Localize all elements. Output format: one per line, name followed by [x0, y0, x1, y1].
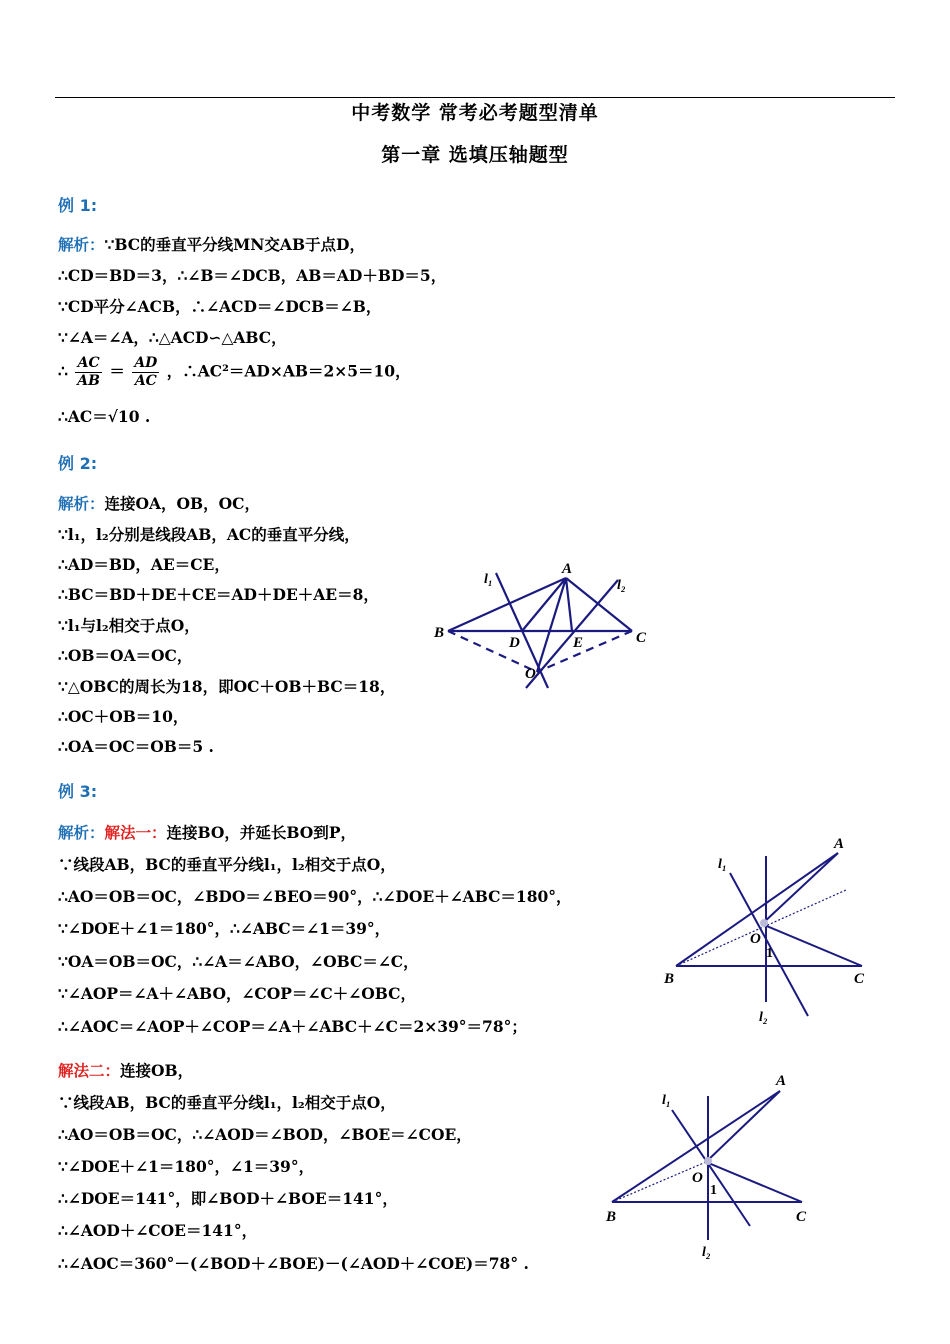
- ex2-line-4: ∴BC＝BD＋DE＋CE＝AD＋DE＋AE＝8，: [58, 585, 379, 604]
- label-E: E: [573, 635, 584, 651]
- analysis-label: 解析：: [58, 236, 105, 254]
- chapter-title: 第一章 选填压轴题型: [381, 144, 569, 166]
- ex3-m2-line-5: ∴∠AOD＋∠COE＝141°，: [58, 1221, 258, 1240]
- label-l2: l₂: [702, 1245, 711, 1260]
- label-l1: l₁: [662, 1093, 671, 1108]
- fraction-ac-ab: [75, 355, 102, 390]
- triangle-figure-method-1: [655, 830, 865, 1028]
- ex2-line-3: ∴AD＝BD，AE＝CE，: [58, 555, 230, 574]
- ex1-text-5: ，∴AC²＝AD×AB＝2×5＝10，: [166, 361, 411, 381]
- label-C: C: [854, 971, 865, 987]
- method-2-label: 解法二：: [58, 1062, 121, 1080]
- example-1-label: 例 1:: [58, 196, 98, 215]
- frac1-numerator: AC: [75, 355, 102, 373]
- method-1-label: 解法一：: [104, 824, 167, 842]
- ex1-equals: ＝: [109, 361, 125, 381]
- ex2-text-1: 连接OA，OB，OC，: [104, 494, 260, 513]
- frac2-denominator: AC: [134, 373, 157, 389]
- ex3-m2-line-3: ∵∠DOE＋∠1＝180°，∠1＝39°，: [58, 1157, 315, 1176]
- triangle-figure-method-2: [600, 1068, 810, 1264]
- ex1-line-1: [58, 233, 365, 255]
- label-O: O: [750, 931, 761, 947]
- label-l2: l₂: [617, 578, 626, 593]
- ex3-m2-line-4: ∴∠DOE＝141°，即∠BOD＋∠BOE＝141°，: [58, 1189, 398, 1208]
- example-3-label: 例 3:: [58, 782, 98, 801]
- label-B: B: [664, 971, 675, 987]
- ex3-m1-line-1: ∵线段AB，BC的垂直平分线l₁，l₂相交于点O，: [58, 855, 396, 874]
- label-A: A: [562, 561, 573, 577]
- ex2-line-6: ∴OB＝OA＝OC，: [58, 646, 193, 665]
- ex3-m1-line-6: ∴∠AOC＝∠AOP＋∠COP＝∠A＋∠ABC＋∠C＝2×39°＝78°；: [58, 1017, 527, 1036]
- ex3-m2-line-6: ∴∠AOC＝360°－(∠BOD＋∠BOE)－(∠AOD＋∠COE)＝78° .: [58, 1254, 529, 1273]
- fraction-ad-ac: [132, 355, 159, 390]
- label-C: C: [636, 630, 647, 646]
- label-A: A: [834, 836, 845, 852]
- label-A: A: [776, 1073, 787, 1089]
- ex1-line-2: ∴CD＝BD＝3，∴∠B＝∠DCB，AB＝AD＋BD＝5，: [58, 266, 447, 285]
- label-l2: l₂: [759, 1010, 768, 1025]
- ex3-m1-line-4: ∵OA＝OB＝OC，∴∠A＝∠ABO，∠OBC＝∠C，: [58, 952, 419, 971]
- label-angle-1: 1: [766, 946, 773, 961]
- ex3-m1-text-0: 连接BO，并延长BO到P，: [166, 823, 356, 842]
- ex3-line-0: [58, 821, 356, 843]
- ex2-line-8: ∴OC＋OB＝10，: [58, 707, 189, 726]
- ex3-m1-line-3: ∵∠DOE＋∠1＝180°，∴∠ABC＝∠1＝39°，: [58, 919, 391, 938]
- frac2-numerator: AD: [134, 355, 158, 371]
- ex1-line-6: ∴AC＝√10 .: [58, 407, 151, 426]
- analysis-label: 解析：: [58, 495, 105, 513]
- ex1-therefore: ∴: [58, 361, 68, 381]
- label-l1: l₁: [718, 857, 727, 872]
- ex1-line-3: ∵CD平分∠ACB，∴∠ACD＝∠DCB＝∠B，: [58, 297, 382, 316]
- ex2-line-1: [58, 492, 260, 514]
- page-title: 中考数学 常考必考题型清单: [351, 102, 599, 124]
- label-angle-1: 1: [710, 1183, 717, 1198]
- frac1-denominator: AB: [77, 373, 100, 389]
- label-C: C: [796, 1209, 807, 1225]
- triangle-figure-ex2: [425, 560, 655, 695]
- label-D: D: [509, 635, 520, 651]
- analysis-label: 解析：: [58, 824, 105, 842]
- ex3-m2-line-1: ∵线段AB，BC的垂直平分线l₁，l₂相交于点O，: [58, 1093, 396, 1112]
- ex3-m2-line-0: [58, 1059, 193, 1081]
- ex3-m1-line-2: ∴AO＝OB＝OC，∠BDO＝∠BEO＝90°，∴∠DOE＋∠ABC＝180°，: [58, 887, 572, 906]
- ex1-line-4: ∵∠A＝∠A，∴△ACD∽△ABC，: [58, 328, 287, 347]
- label-O: O: [525, 666, 536, 682]
- ex2-line-2: ∵l₁，l₂分别是线段AB，AC的垂直平分线，: [58, 525, 360, 544]
- ex3-m1-line-5: ∵∠AOP＝∠A＋∠ABO，∠COP＝∠C＋∠OBC，: [58, 984, 416, 1003]
- label-l1: l₁: [484, 572, 493, 587]
- ex2-line-7: ∵△OBC的周长为18，即OC＋OB＋BC＝18，: [58, 677, 396, 696]
- ex1-text-1: ∵BC的垂直平分线MN交AB于点D，: [104, 235, 365, 254]
- example-2-label: 例 2:: [58, 454, 98, 473]
- ex3-m2-line-2: ∴AO＝OB＝OC，∴∠AOD＝∠BOD，∠BOE＝∠COE，: [58, 1125, 472, 1144]
- ex2-line-5: ∵l₁与l₂相交于点O，: [58, 616, 200, 635]
- ex1-line-5: [58, 355, 411, 390]
- ex2-line-9: ∴OA＝OC＝OB＝5 .: [58, 737, 214, 756]
- label-B: B: [606, 1209, 617, 1225]
- label-O: O: [692, 1170, 703, 1186]
- ex3-m2-text-0: 连接OB，: [120, 1061, 194, 1080]
- label-B: B: [434, 625, 445, 641]
